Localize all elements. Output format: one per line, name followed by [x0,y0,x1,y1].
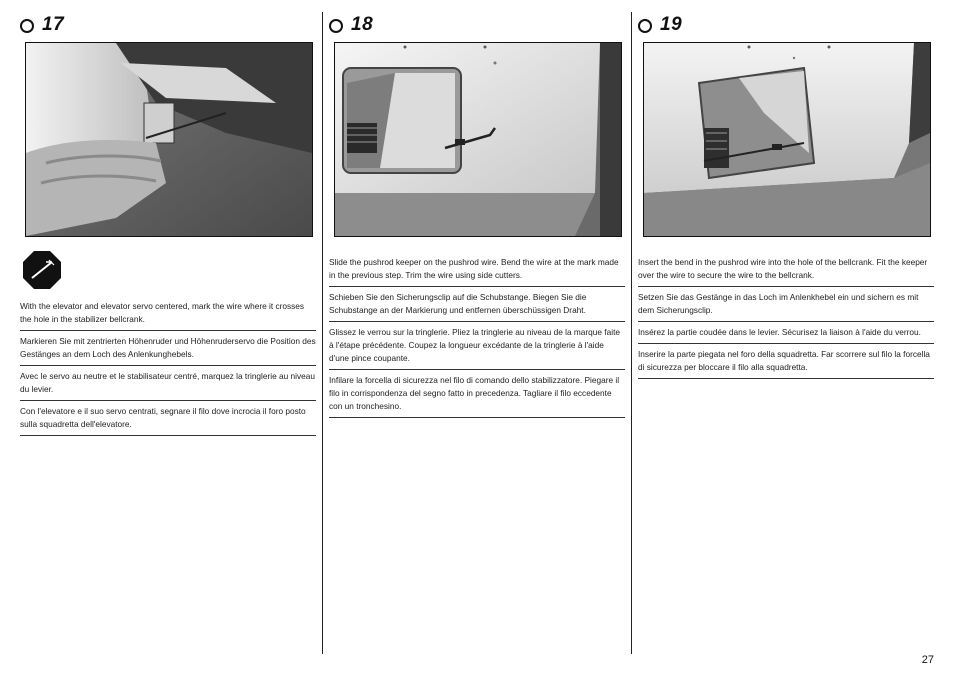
step-header [638,14,682,36]
instruction-english: Insert the bend in the pushrod wire into the hole of the bellcrank. Fit the keeper over the wire to secure the wire to the bellcrank. [638,256,934,287]
photo-illustration [335,43,621,236]
instruction-french: Insérez la partie coudée dans le levier. Sécurisez la liaison à l'aide du verrou. [638,322,934,344]
step-17-column [20,0,316,675]
instruction-text [20,300,316,436]
instruction-text [329,256,625,418]
instruction-german: Markieren Sie mit zentrierten Höhenruder und Höhenruderservo die Position des Gestänges an dem Loch des Anlenkunghebels. [20,331,316,366]
instruction-french: Avec le servo au neutre et le stabilisateur centré, marquez la tringlerie au niveau du levier. [20,366,316,401]
column-divider [631,12,632,654]
instruction-english: With the elevator and elevator servo centered, mark the wire where it crosses the hole in the stabilizer bellcrank. [20,300,316,331]
checkbox-circle-icon[interactable] [20,19,34,33]
checkbox-circle-icon[interactable] [638,19,652,33]
instruction-italian: Inserire la parte piegata nel foro della squadretta. Far scorrere sul filo la forcella di sicurezza per bloccare il filo alla squadretta. [638,344,934,379]
instruction-french: Glissez le verrou sur la tringlerie. Pliez la tringlerie au niveau de la marque faite à l'étape précédente. Coupez la longueur excédante de la tringlerie à l'aide d'une pince coupante. [329,322,625,370]
instruction-italian: Con l'elevatore e il suo servo centrati, segnare il filo dove incrocia il foro posto sulla squadretta dell'elevatore. [20,401,316,436]
step-number: 18 [351,14,374,35]
step-header [329,14,373,36]
step-header [20,14,64,36]
checkbox-circle-icon[interactable] [329,19,343,33]
instruction-text [638,256,934,379]
step-number: 19 [660,14,683,35]
step-18-column [329,0,625,675]
page-number: 27 [921,654,934,666]
step-number: 17 [42,14,65,35]
step-photo [25,42,313,237]
instruction-italian: Infilare la forcella di sicurezza nel filo di comando dello stabilizzatore. Piegare il filo in corrispondenza del segno fatto in precedenza. Tagliare il filo eccedente con un tronchesino. [329,370,625,418]
step-photo [643,42,931,237]
photo-illustration [26,43,312,236]
step-photo [334,42,622,237]
instruction-german: Setzen Sie das Gestänge in das Loch im Anlenkhebel ein und sichern es mit dem Sicherungsclip. [638,287,934,322]
step-19-column [638,0,934,675]
warning-stop-sign-icon [22,250,62,295]
instruction-english: Slide the pushrod keeper on the pushrod wire. Bend the wire at the mark made in the previous step. Trim the wire using side cutters. [329,256,625,287]
column-divider [322,12,323,654]
instruction-german: Schieben Sie den Sicherungsclip auf die Schubstange. Biegen Sie die Schubstange an der Markierung und entfernen überschüssigen Draht. [329,287,625,322]
photo-illustration [644,43,930,236]
